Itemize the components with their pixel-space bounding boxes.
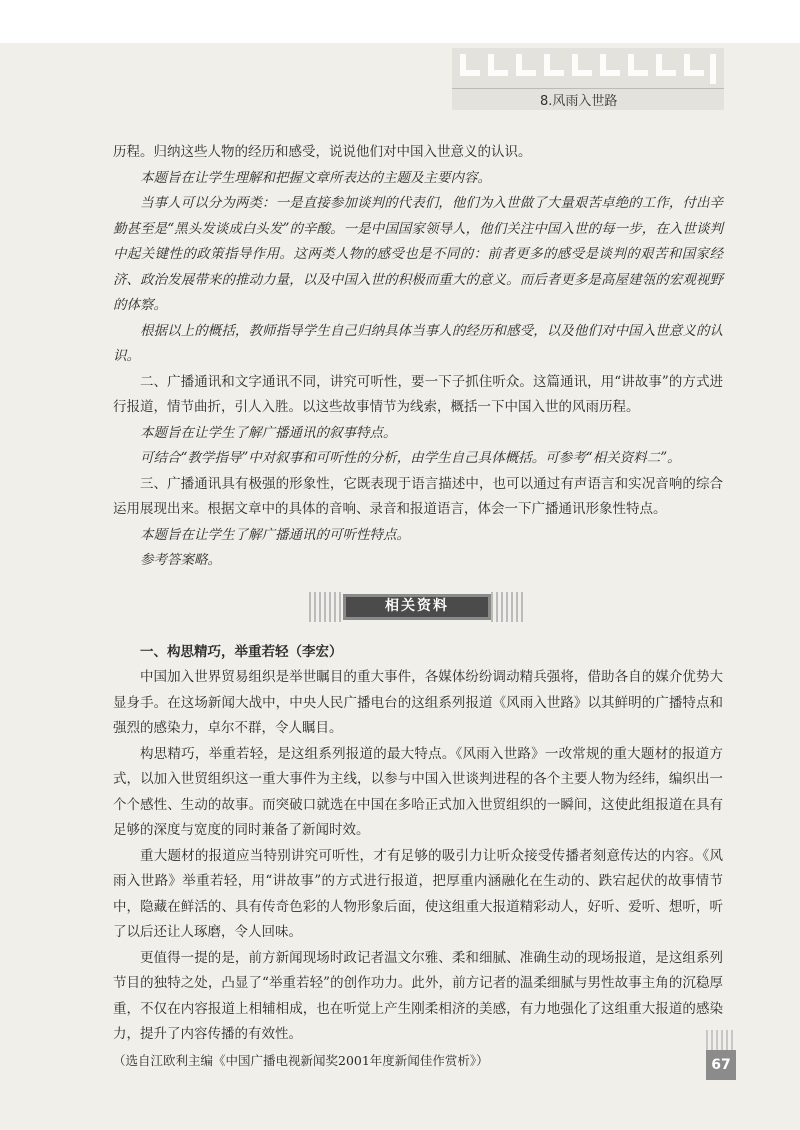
top-margin [0,0,800,43]
paragraph: 本题旨在让学生了解广播通讯的可听性特点。 [140,526,410,543]
paragraph: 中国加入世界贸易组织是举世瞩目的重大事件，各媒体纷纷调动精兵强将，借助各自的媒介优势大显身手。在这场新闻大战中，中央人民广播电台的这组系列报道《风雨入世路》以其鲜明的广播特点和强烈的感染力，卓尔不群，令人瞩目。 [113,669,723,736]
section-banner [343,594,491,620]
source-citation: （选自江欧利主编《中国广播电视新闻奖2001年度新闻佳作赏析》） [113,1052,489,1068]
paragraph: 三、广播通讯具有极强的形象性，它既表现于语言描述中，也可以通过有声语言和实况音响的综合运用展现出来。根据文章中的具体的音响、录音和报道语言，体会一下广播通讯形象性特点。 [113,475,723,517]
running-head: 8.风雨入世路 [540,94,618,109]
paragraph: 重大题材的报道应当特别讲究可听性，才有足够的吸引力让听众接受传播者刻意传达的内容。《风雨入世路》举重若轻，用“讲故事”的方式进行报道，把厚重内涵融化在生动的、跌宕起伏的故事情节中，隐藏在鲜活的、具有传奇色彩的人物形象后面，使这组重大报道精彩动人，好听、爱听、想听，听了以后还让人琢磨，令人回味。 [113,847,723,940]
paragraph: 本题旨在让学生理解和把握文章所表达的主题及主要内容。 [140,169,491,186]
paragraph: 更值得一提的是，前方新闻现场时政记者温文尔雅、柔和细腻、准确生动的现场报道，是这组系列节目的独特之处，凸显了“举重若轻”的创作功力。此外，前方记者的温柔细腻与男性故事主角的沉稳厚重，不仅在内容报道上相辅相成，也在听觉上产生刚柔相济的美感，有力地强化了这组重大报道的感染力，提升了内容传播的有效性。 [113,949,723,1042]
section-banner-area [113,574,723,640]
paragraph: 本题旨在让学生了解广播通讯的叙事特点。 [140,424,397,441]
page-number-box [706,1050,736,1080]
paragraph: 构思精巧，举重若轻，是这组系列报道的最大特点。《风雨入世路》一改常规的重大题材的报道方式，以加入世贸组织这一重大事件为主线，以参与中国入世谈判进程的各个主要人物为经纬，编织出一个个感性、生动的故事。而突破口就选在中国在多哈正式加入世贸组织的一瞬间，这使此组报道在具有足够的深度与宽度的同时兼备了新闻时效。 [113,745,723,838]
paragraph: 参考答案略。 [140,552,221,568]
paragraph: 历程。归纳这些人物的经历和感受，说说他们对中国入世意义的认识。 [113,144,532,160]
page-number-stripe [706,1030,736,1050]
paragraph: 根据以上的概括，教师指导学生自己归纳具体当事人的经历和感受，以及他们对中国入世意义的认识。 [113,322,723,364]
sub-heading: 一、构思精巧，举重若轻（李宏） [140,643,343,660]
paragraph: 可结合“教学指导”中对叙事和可听性的分析，由学生自己具体概括。可参考“相关资料二”。 [140,450,681,466]
banner-stripe-right [491,592,525,622]
paragraph: 当事人可以分为两类：一是直接参加谈判的代表们，他们为入世做了大量艰苦卓绝的工作，付出辛勤甚至是“黑头发谈成白头发”的辛酸。一是中国国家领导人，他们关注中国入世的每一步，在入世谈判中起关键性的政策指导作用。这两类人物的感受也是不同的：前者更多的感受是谈判的艰苦和国家经济、政治发展带来的推动力量，以及中国入世的积极而重大的意义。而后者更多是高屋建瓴的宏观视野的体察。 [113,195,723,313]
main-content [113,140,723,1073]
page-number: 67 [711,1057,731,1073]
paragraph: 二、广播通讯和文字通讯不同，讲究可听性，要一下子抓住听众。这篇通讯，用“讲故事”的方式进行报道，情节曲折，引人入胜。以这些故事情节为线索，概括一下中国入世的风雨历程。 [113,373,723,415]
section-title: 相关资料 [385,597,449,614]
banner-stripe-left [309,592,343,622]
